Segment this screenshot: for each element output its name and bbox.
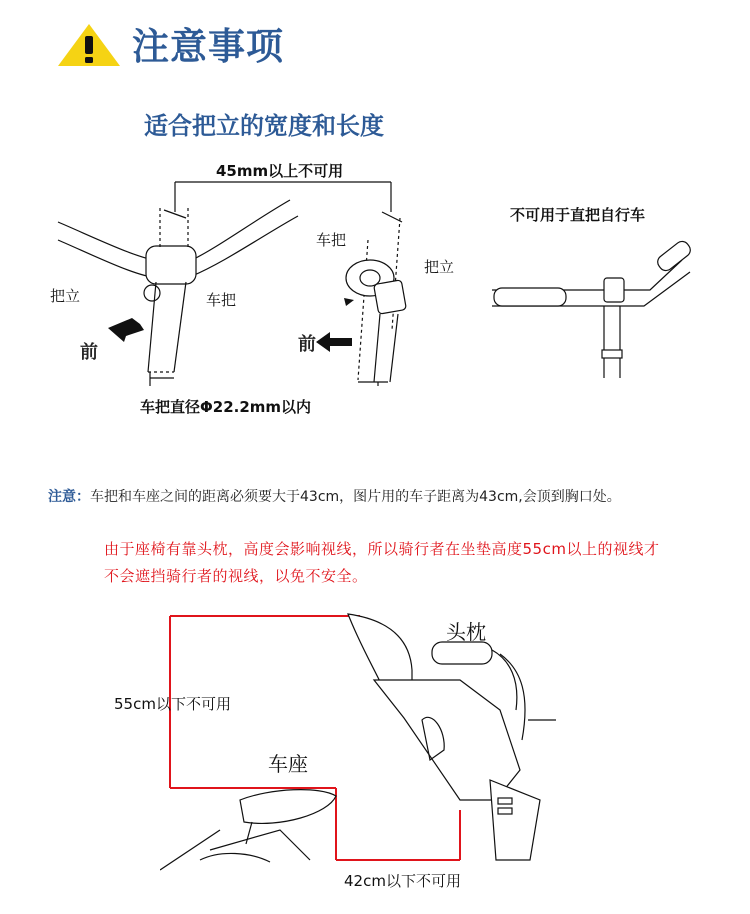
front-label-right: 前 [298,334,316,355]
bottom-dimension-label: 车把直径Φ22.2mm以内 [140,398,312,416]
handlebar-diagram [40,150,720,420]
note-paragraph [48,486,698,508]
safety-warning: 由于座椅有靠头枕，高度会影响视线，所以骑行者在坐垫高度55cm以上的视线才不会遮挡骑行者的视线，以免不安全。 [104,540,660,585]
note-label: 注意： [48,489,90,505]
front-label-left: 前 [80,342,98,363]
front-arrow-icon [316,332,352,352]
handlebar-label-left: 车把 [206,291,237,309]
height-limit-label: 55cm以下不可用 [114,695,231,713]
top-dimension-label: 45mm以上不可用 [216,162,344,180]
front-arrow-icon [108,318,144,342]
stem-label-right: 把立 [424,258,455,276]
stem-label-left: 把立 [50,287,81,305]
headrest-label: 头枕 [446,620,486,644]
page-title: 注意事项 [132,25,284,68]
note-text: 车把和车座之间的距离必须要大于43cm，图片用的车子距离为43cm,会顶到胸口处。 [90,489,621,505]
warning-triangle-icon [56,22,122,68]
handlebar-label-right: 车把 [316,231,347,249]
not-usable-title: 不可用于直把自行车 [510,206,646,224]
seat-label: 车座 [268,752,308,776]
seat-diagram [160,600,560,900]
distance-limit-label: 42cm以下不可用 [344,872,461,890]
section-subtitle: 适合把立的宽度和长度 [144,112,384,140]
